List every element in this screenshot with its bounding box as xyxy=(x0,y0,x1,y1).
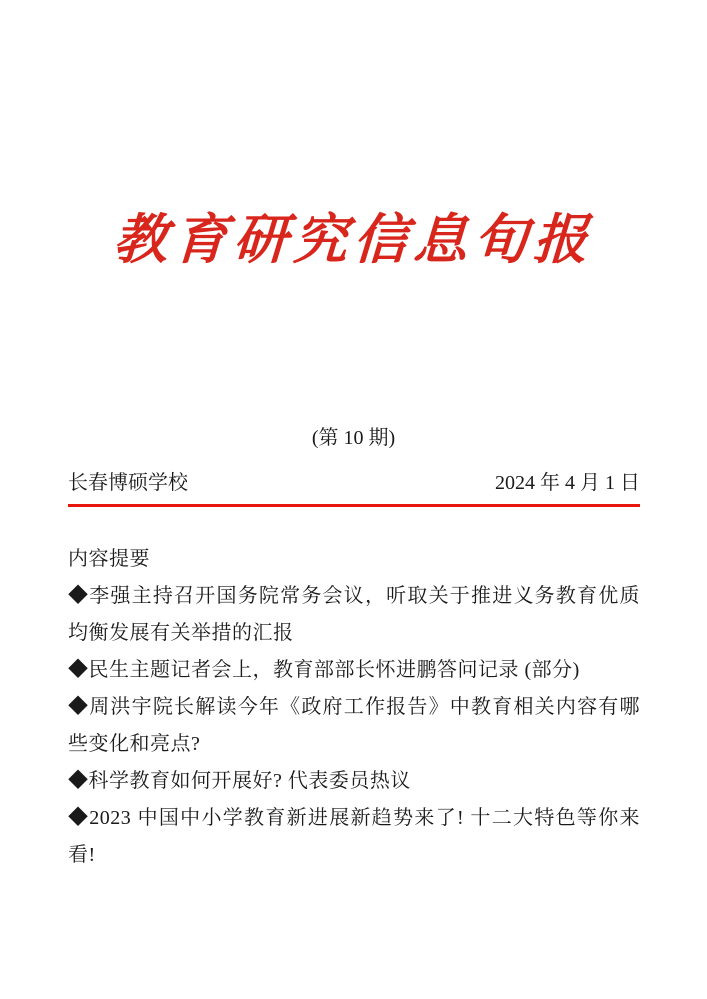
summary-item: ◆民生主题记者会上，教育部部长怀进鹏答问记录 (部分) xyxy=(68,659,580,681)
masthead-title: 教育研究信息旬报 xyxy=(111,210,596,270)
issue-number: (第 10 期) xyxy=(311,427,396,449)
content-summary xyxy=(68,541,640,874)
summary-item: ◆李强主持召开国务院常务会议，听取关于推进义务教育优质均衡发展有关举措的汇报 xyxy=(68,585,640,644)
publisher-name: 长春博硕学校 xyxy=(68,472,188,494)
publish-date: 2024 年 4 月 1 日 xyxy=(495,472,640,494)
publisher-row xyxy=(68,470,640,496)
summary-item: ◆周洪宇院长解读今年《政府工作报告》中教育相关内容有哪些变化和亮点? xyxy=(68,696,640,755)
summary-item: ◆2023 中国中小学教育新进展新趋势来了! 十二大特色等你来看! xyxy=(68,807,640,866)
summary-heading: 内容提要 xyxy=(68,548,150,570)
summary-item: ◆科学教育如何开展好? 代表委员热议 xyxy=(68,770,411,792)
red-divider-rule xyxy=(68,504,640,507)
